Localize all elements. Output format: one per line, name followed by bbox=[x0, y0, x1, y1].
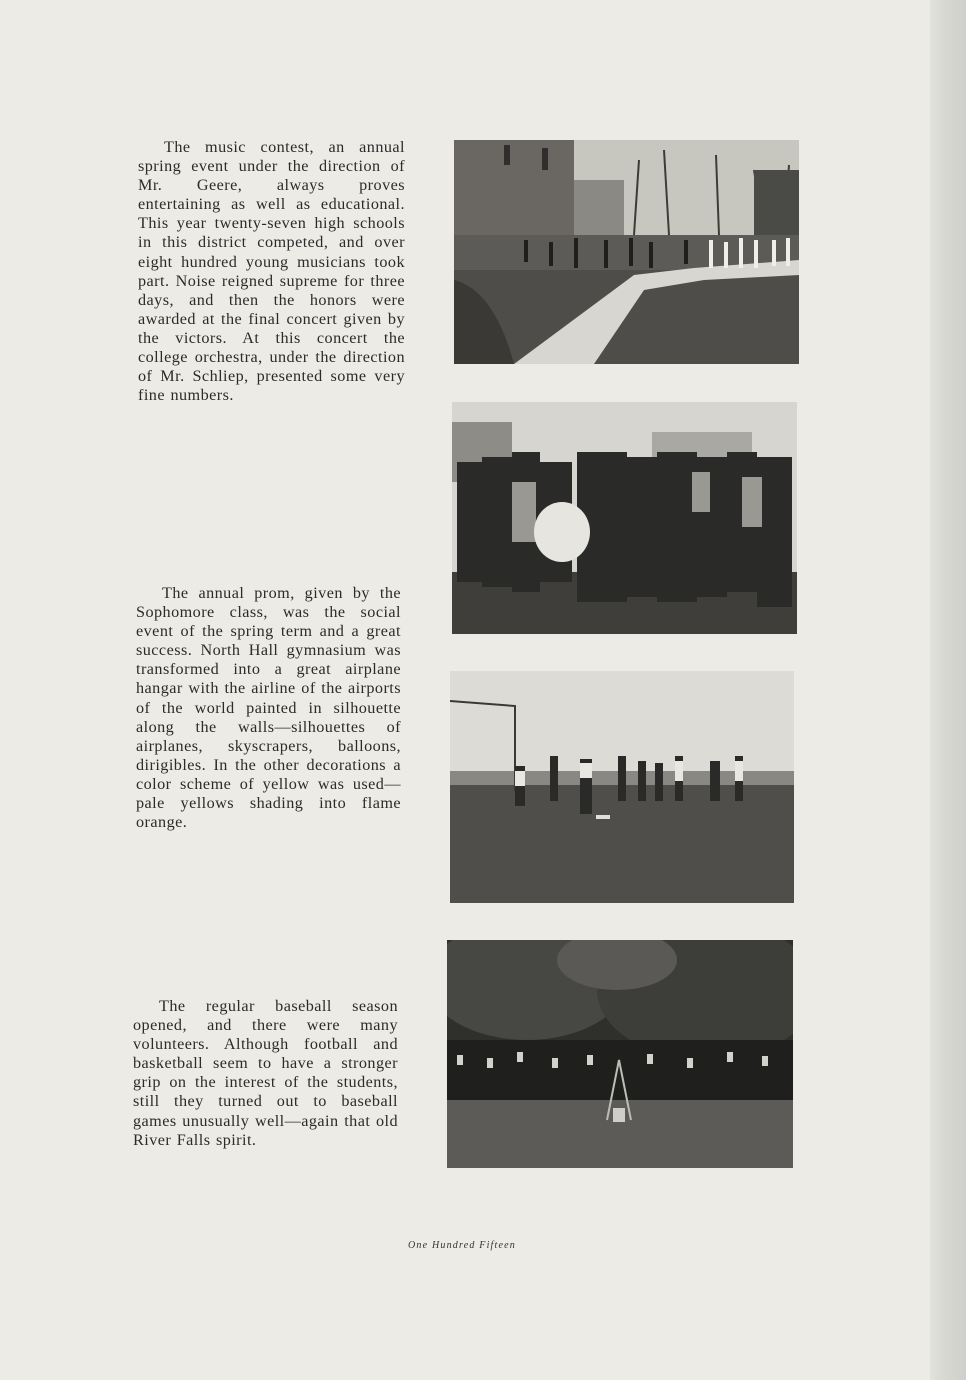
photo-campus-crowd bbox=[454, 140, 799, 364]
photo-crowd-animal bbox=[452, 402, 797, 634]
paragraph-baseball: The regular baseball season opened, and there were many volunteers. Although football and basketball seem to have a stronger grip on the interest of the students, still they turned out to baseball games unusually well—again that old River Falls spirit. bbox=[133, 997, 398, 1149]
photo-outdoor-gathering bbox=[447, 940, 793, 1168]
paragraph-prom: The annual prom, given by the Sophomore class, was the social event of the spring term and a great success. North Hall gymnasium was transformed into a great airplane hangar with the airline of the airports of the world painted in silhouette along the walls—silhouettes of airplanes, skyscrapers, balloons, dirigibles. In the other decorations a color scheme of yellow was used—pale yellows shading into flame orange. bbox=[136, 584, 401, 832]
page-edge bbox=[930, 0, 966, 1380]
photo-baseball-practice bbox=[450, 671, 794, 903]
page-number: One Hundred Fifteen bbox=[408, 1240, 516, 1251]
paragraph-music-contest: The music contest, an annual spring event under the direction of Mr. Geere, always proves entertaining as well as educational. This year twenty-seven high schools in this district competed, and over eight hundred young musicians took part. Noise reigned supreme for three days, and then the honors were awarded at the final concert given by the victors. At this concert the college orchestra, under the direction of Mr. Schliep, presented some very fine numbers. bbox=[138, 138, 405, 405]
